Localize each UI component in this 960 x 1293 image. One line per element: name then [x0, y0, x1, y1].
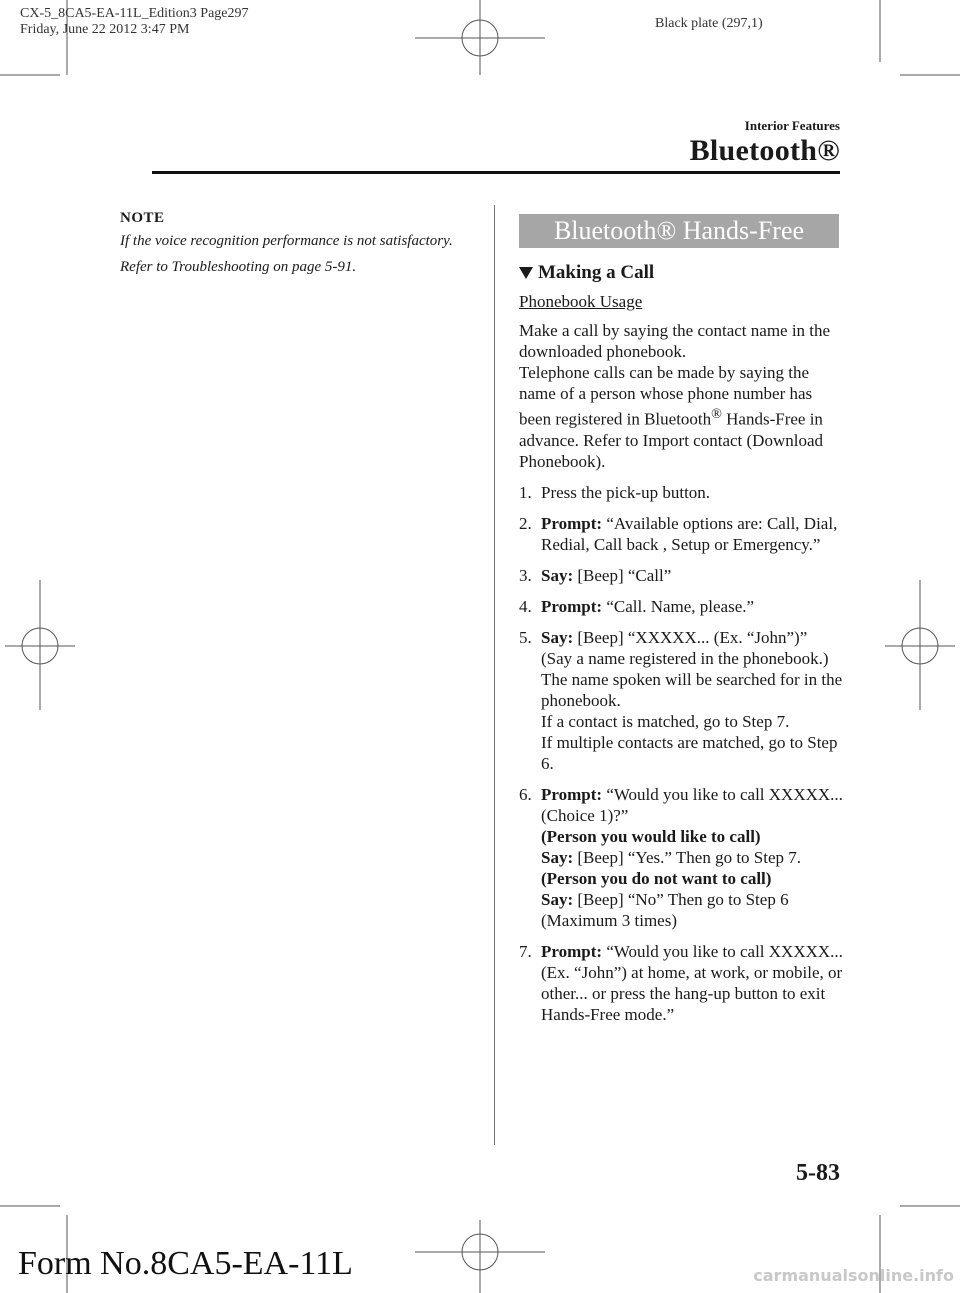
- note-block: [120, 210, 460, 283]
- step-label: Prompt:: [541, 941, 603, 961]
- note-title: NOTE: [120, 210, 165, 226]
- phonebook-usage-subheading: Phonebook Usage: [519, 292, 643, 311]
- step-text: [541, 565, 844, 586]
- page-number: 5-83: [796, 1160, 840, 1186]
- case-label: (Person you would like to call): [541, 826, 761, 846]
- making-a-call-heading: [519, 262, 844, 283]
- step-text: [541, 784, 844, 931]
- note-line: If the voice recognition performance is not satisfactory.: [120, 233, 453, 249]
- intro-line-1: Make a call by saying the contact name in the downloaded phonebook.: [519, 321, 831, 361]
- step-list: [519, 482, 844, 1025]
- watermark: carmanualsonline.info: [753, 1266, 954, 1285]
- plate-label: Black plate (297,1): [655, 16, 763, 31]
- case-label: (Person you do not want to call): [541, 868, 772, 888]
- step-label: Prompt:: [541, 784, 603, 804]
- heading-text: Making a Call: [538, 262, 655, 283]
- step-text: [541, 596, 844, 617]
- step-number: 6.: [519, 784, 532, 804]
- step-number: 4.: [519, 596, 532, 616]
- section-title: Bluetooth®: [689, 134, 840, 167]
- print-header-meta: [20, 6, 249, 38]
- step-text: [541, 941, 844, 1025]
- triangle-bullet-icon: [519, 267, 533, 279]
- step-label: Say:: [541, 565, 574, 585]
- step-body: “Call. Name, please.”: [602, 596, 755, 616]
- step-label: Prompt:: [541, 513, 603, 533]
- main-content: [519, 262, 844, 1035]
- step-body: “Would you like to call XXXXX... (Choice 1)?”: [541, 784, 843, 825]
- say-label: Say:: [541, 889, 574, 909]
- print-file-name: CX-5_8CA5-EA-11L_Edition3 Page297: [20, 6, 249, 21]
- section-category: Interior Features: [744, 118, 840, 133]
- print-date: Friday, June 22 2012 3:47 PM: [20, 22, 190, 37]
- step-number: 7.: [519, 941, 532, 961]
- step-body: “Would you like to call XXXXX... (Ex. “John”) at home, at work, or mobile, or other... or press the hang-up button to exit Hands-Free mode.”: [541, 941, 843, 1024]
- say-text: [Beep] “No” Then go to Step 6: [573, 889, 789, 909]
- step-item: [519, 513, 844, 555]
- intro-line-3: Hands-Free in advance. Refer to Import contact (Download Phonebook).: [519, 409, 823, 471]
- say-label: Say:: [541, 847, 574, 867]
- step-detail: The name spoken will be searched for in the phonebook.: [541, 669, 843, 710]
- registered-mark: ®: [711, 406, 722, 422]
- step-text: Press the pick-up button.: [541, 482, 711, 502]
- header-rule: [152, 171, 840, 174]
- note-line: Refer to Troubleshooting on page 5-91.: [120, 259, 357, 275]
- step-item: [519, 627, 844, 774]
- step-item: [519, 596, 844, 617]
- step-item: [519, 565, 844, 586]
- step-body: “Available options are: Call, Dial, Redial, Call back , Setup or Emergency.”: [541, 513, 838, 554]
- step-item: [519, 784, 844, 931]
- section-banner: Bluetooth® Hands-Free: [519, 214, 839, 248]
- column-divider: [494, 205, 495, 1145]
- step-detail: If multiple contacts are matched, go to Step 6.: [541, 732, 838, 773]
- step-text: [541, 627, 844, 774]
- intro-paragraph: [519, 320, 844, 472]
- step-body: [Beep] “XXXXX... (Ex. “John”)”: [573, 627, 808, 647]
- step-text: [541, 513, 844, 555]
- step-number: 3.: [519, 565, 532, 585]
- step-number: 2.: [519, 513, 532, 533]
- step-item: [519, 941, 844, 1025]
- intro-line-2: Telephone calls can be made by saying the name of a person whose phone number has been registered in Bluetooth: [519, 363, 813, 429]
- step-label: Prompt:: [541, 596, 603, 616]
- step-detail: If a contact is matched, go to Step 7.: [541, 711, 790, 731]
- step-item: [519, 482, 844, 503]
- step-detail: (Say a name registered in the phonebook.): [541, 648, 829, 668]
- form-number: Form No.8CA5-EA-11L: [18, 1245, 353, 1282]
- step-detail: (Maximum 3 times): [541, 910, 677, 930]
- say-text: [Beep] “Yes.” Then go to Step 7.: [573, 847, 802, 867]
- step-label: Say:: [541, 627, 574, 647]
- step-number: 5.: [519, 627, 532, 647]
- step-number: 1.: [519, 482, 532, 502]
- step-body: [Beep] “Call”: [573, 565, 672, 585]
